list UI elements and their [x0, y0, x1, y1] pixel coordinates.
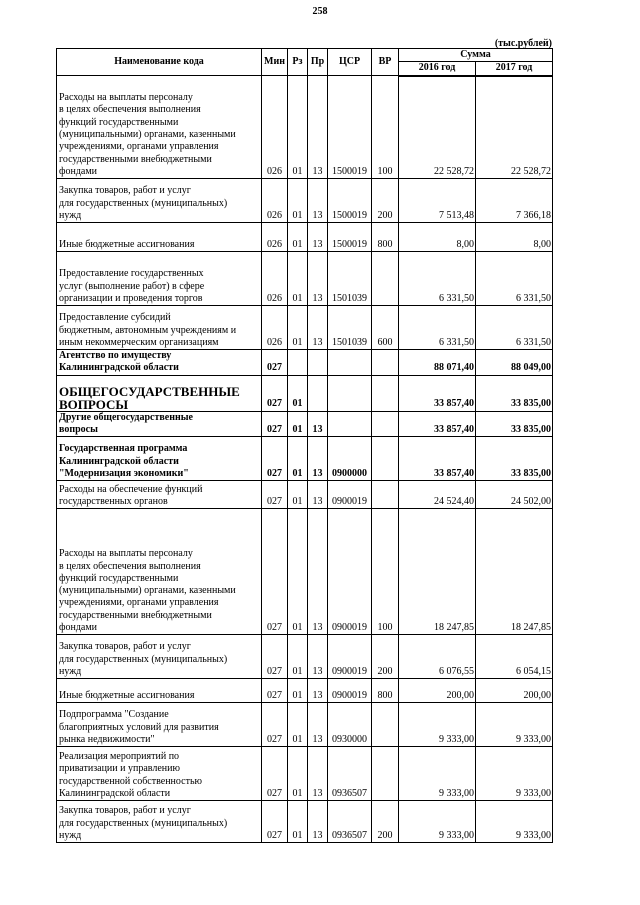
row-name: Агентство по имуществу Калининградской области: [57, 350, 262, 376]
table-row: [57, 76, 553, 179]
row-2016: 33 857,40: [399, 375, 476, 411]
header-sum: Сумма: [399, 49, 553, 62]
row-2016: 88 071,40: [399, 350, 476, 376]
row-pr: 13: [308, 801, 328, 843]
row-csr: 1501039: [328, 252, 372, 306]
row-vr: [372, 747, 399, 801]
row-2017: 8,00: [476, 223, 553, 252]
row-2017: 33 835,00: [476, 437, 553, 481]
row-pr: 13: [308, 223, 328, 252]
units-label: (тыс.рублей): [494, 38, 552, 49]
header-rz: Рз: [288, 49, 308, 76]
row-name: Другие общегосударственные вопросы: [57, 411, 262, 437]
row-csr: 0900019: [328, 509, 372, 635]
row-min: 027: [262, 481, 288, 509]
table-row: [57, 801, 553, 843]
row-csr: [328, 350, 372, 376]
row-name: Расходы на выплаты персоналу в целях обеспечения выполнения функций государственными (муниципальными) органами, казенными учреждениями, органами управления государственными внебюджетными фондами: [57, 76, 262, 179]
row-2017: 22 528,72: [476, 76, 553, 179]
row-2016: 33 857,40: [399, 411, 476, 437]
row-2016: 22 528,72: [399, 76, 476, 179]
row-name: Расходы на выплаты персоналу в целях обеспечения выполнения функций государственными (муниципальными) органами, казенными учреждениями, органами управления государственными внебюджетными фондами: [57, 509, 262, 635]
row-vr: 800: [372, 679, 399, 703]
row-csr: [328, 375, 372, 411]
row-rz: 01: [288, 252, 308, 306]
row-name: Расходы на обеспечение функций государственных органов: [57, 481, 262, 509]
table-row: [57, 703, 553, 747]
row-vr: 600: [372, 306, 399, 350]
row-min: 026: [262, 252, 288, 306]
row-rz: 01: [288, 306, 308, 350]
table-row: [57, 437, 553, 481]
row-rz: 01: [288, 509, 308, 635]
header-2017: 2017 год: [476, 62, 553, 76]
row-2017: 18 247,85: [476, 509, 553, 635]
row-pr: [308, 375, 328, 411]
table-row: [57, 252, 553, 306]
row-min: 027: [262, 350, 288, 376]
table-row: [57, 411, 553, 437]
row-min: 027: [262, 375, 288, 411]
row-name: Закупка товаров, работ и услуг для государственных (муниципальных) нужд: [57, 635, 262, 679]
row-rz: 01: [288, 801, 308, 843]
row-2016: 6 076,55: [399, 635, 476, 679]
row-name: Реализация мероприятий по приватизации и управлению государственной собственностью Калининградской области: [57, 747, 262, 801]
row-vr: [372, 350, 399, 376]
row-min: 027: [262, 747, 288, 801]
row-rz: 01: [288, 679, 308, 703]
row-csr: [328, 411, 372, 437]
row-2016: 24 524,40: [399, 481, 476, 509]
row-csr: 1501039: [328, 306, 372, 350]
row-min: 027: [262, 635, 288, 679]
row-2016: 200,00: [399, 679, 476, 703]
row-min: 026: [262, 179, 288, 223]
row-csr: 0900019: [328, 481, 372, 509]
row-csr: 0900019: [328, 679, 372, 703]
row-2017: 6 054,15: [476, 635, 553, 679]
row-vr: 200: [372, 635, 399, 679]
row-rz: [288, 350, 308, 376]
row-csr: 0900019: [328, 635, 372, 679]
header-vr: ВР: [372, 49, 399, 76]
row-min: 027: [262, 679, 288, 703]
row-2016: 9 333,00: [399, 801, 476, 843]
row-vr: 100: [372, 509, 399, 635]
table-row: [57, 509, 553, 635]
table-row: [57, 306, 553, 350]
row-rz: 01: [288, 635, 308, 679]
row-name: Государственная программа Калининградской области "Модернизация экономики": [57, 437, 262, 481]
row-csr: 1500019: [328, 76, 372, 179]
row-name: Закупка товаров, работ и услуг для государственных (муниципальных) нужд: [57, 179, 262, 223]
budget-table: [56, 48, 553, 843]
row-name: Иные бюджетные ассигнования: [57, 679, 262, 703]
row-csr: 0936507: [328, 747, 372, 801]
row-2017: 9 333,00: [476, 801, 553, 843]
row-name: Предоставление субсидий бюджетным, автономным учреждениям и иным некоммерческим организациям: [57, 306, 262, 350]
row-min: 027: [262, 437, 288, 481]
row-2017: 9 333,00: [476, 703, 553, 747]
row-2017: 6 331,50: [476, 252, 553, 306]
table-row: [57, 179, 553, 223]
row-2017: 200,00: [476, 679, 553, 703]
row-min: 026: [262, 76, 288, 179]
table-row: [57, 635, 553, 679]
row-vr: [372, 411, 399, 437]
table-row: [57, 375, 553, 411]
row-2016: 9 333,00: [399, 703, 476, 747]
row-rz: 01: [288, 747, 308, 801]
row-min: 026: [262, 223, 288, 252]
row-csr: 1500019: [328, 223, 372, 252]
row-csr: 0930000: [328, 703, 372, 747]
header-pr: Пр: [308, 49, 328, 76]
header-min: Мин: [262, 49, 288, 76]
row-2017: 88 049,00: [476, 350, 553, 376]
page-number: 258: [312, 6, 328, 17]
row-pr: 13: [308, 76, 328, 179]
table-row: [57, 679, 553, 703]
header-name: Наименование кода: [57, 49, 262, 76]
row-pr: 13: [308, 509, 328, 635]
row-2017: 6 331,50: [476, 306, 553, 350]
row-rz: 01: [288, 481, 308, 509]
row-rz: 01: [288, 375, 308, 411]
row-name: Иные бюджетные ассигнования: [57, 223, 262, 252]
row-vr: 100: [372, 76, 399, 179]
row-pr: 13: [308, 481, 328, 509]
row-min: 027: [262, 509, 288, 635]
row-pr: 13: [308, 703, 328, 747]
row-2016: 6 331,50: [399, 306, 476, 350]
row-min: 026: [262, 306, 288, 350]
row-2016: 8,00: [399, 223, 476, 252]
table-row: [57, 747, 553, 801]
row-vr: 200: [372, 801, 399, 843]
row-vr: [372, 437, 399, 481]
row-pr: 13: [308, 437, 328, 481]
row-pr: 13: [308, 635, 328, 679]
table-row: [57, 223, 553, 252]
row-pr: 13: [308, 252, 328, 306]
header-2016: 2016 год: [399, 62, 476, 76]
row-2016: 18 247,85: [399, 509, 476, 635]
row-pr: 13: [308, 306, 328, 350]
row-2017: 7 366,18: [476, 179, 553, 223]
row-name: Подпрограмма "Создание благоприятных условий для развития рынка недвижимости": [57, 703, 262, 747]
row-min: 027: [262, 703, 288, 747]
row-rz: 01: [288, 76, 308, 179]
row-rz: 01: [288, 179, 308, 223]
row-rz: 01: [288, 703, 308, 747]
row-2017: 33 835,00: [476, 411, 553, 437]
row-min: 027: [262, 801, 288, 843]
row-min: 027: [262, 411, 288, 437]
row-name: Предоставление государственных услуг (выполнение работ) в сфере организации и проведения торгов: [57, 252, 262, 306]
header-csr: ЦСР: [328, 49, 372, 76]
row-2017: 24 502,00: [476, 481, 553, 509]
row-rz: 01: [288, 411, 308, 437]
table-row: [57, 481, 553, 509]
row-2017: 33 835,00: [476, 375, 553, 411]
row-name: Закупка товаров, работ и услуг для государственных (муниципальных) нужд: [57, 801, 262, 843]
row-pr: [308, 350, 328, 376]
row-2016: 6 331,50: [399, 252, 476, 306]
row-vr: 200: [372, 179, 399, 223]
row-csr: 1500019: [328, 179, 372, 223]
row-vr: [372, 252, 399, 306]
row-vr: [372, 375, 399, 411]
row-name: ОБЩЕГОСУДАРСТВЕННЫЕ ВОПРОСЫ: [57, 375, 262, 411]
row-pr: 13: [308, 179, 328, 223]
row-csr: 0936507: [328, 801, 372, 843]
row-vr: [372, 703, 399, 747]
row-2017: 9 333,00: [476, 747, 553, 801]
row-pr: 13: [308, 679, 328, 703]
row-pr: 13: [308, 411, 328, 437]
row-rz: 01: [288, 437, 308, 481]
row-vr: [372, 481, 399, 509]
row-vr: 800: [372, 223, 399, 252]
table-row: [57, 350, 553, 376]
row-rz: 01: [288, 223, 308, 252]
row-2016: 33 857,40: [399, 437, 476, 481]
row-pr: 13: [308, 747, 328, 801]
row-2016: 9 333,00: [399, 747, 476, 801]
row-2016: 7 513,48: [399, 179, 476, 223]
row-csr: 0900000: [328, 437, 372, 481]
